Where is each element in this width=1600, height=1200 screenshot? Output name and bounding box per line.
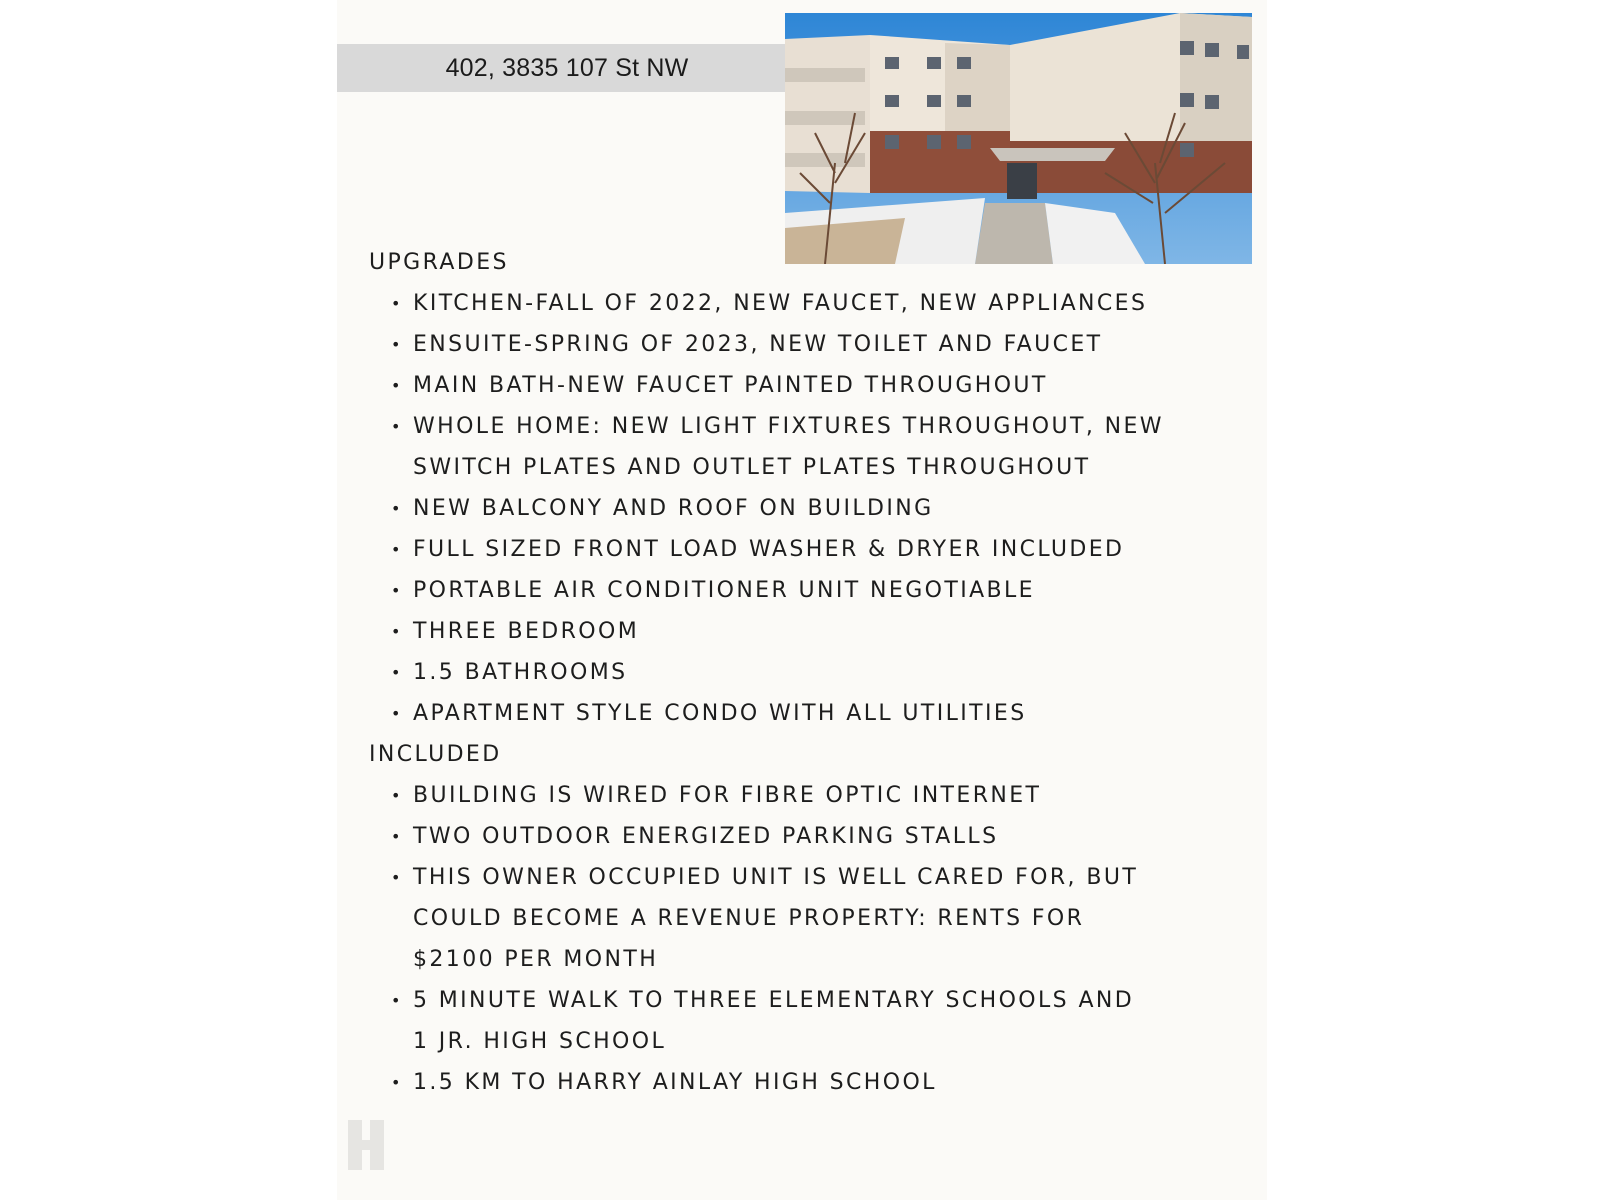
logo-icon (340, 1110, 400, 1180)
list-item: • 1.5 KM TO HARRY AINLAY HIGH SCHOOL (391, 1070, 937, 1095)
building-photo (785, 13, 1252, 264)
listing-details (369, 242, 1259, 1103)
list-item: • KITCHEN-FALL OF 2022, NEW FAUCET, NEW APPLIANCES (391, 291, 1148, 316)
listing-address: 402, 3835 107 St NW (445, 54, 689, 82)
list-item: • APARTMENT STYLE CONDO WITH ALL UTILITIES (391, 701, 1027, 726)
list-item: • 1.5 BATHROOMS (391, 660, 628, 685)
list-item: • THIS OWNER OCCUPIED UNIT IS WELL CARED FOR, BUT COULD BECOME A REVENUE PROPERTY: RENTS FOR $2100 PER MONTH (391, 865, 1139, 972)
included-list (369, 775, 1259, 1103)
list-item: • THREE BEDROOM (391, 619, 640, 644)
watermark-logo (340, 1110, 400, 1180)
upgrades-list (369, 283, 1259, 734)
included-heading: INCLUDED (369, 742, 502, 767)
list-item: • WHOLE HOME: NEW LIGHT FIXTURES THROUGHOUT, NEW SWITCH PLATES AND OUTLET PLATES THROUGHOUT (391, 414, 1164, 480)
list-item: • BUILDING IS WIRED FOR FIBRE OPTIC INTERNET (391, 783, 1042, 808)
upgrades-heading: UPGRADES (369, 250, 509, 275)
list-item: • MAIN BATH-NEW FAUCET PAINTED THROUGHOUT (391, 373, 1048, 398)
list-item: • 5 MINUTE WALK TO THREE ELEMENTARY SCHOOLS AND 1 JR. HIGH SCHOOL (391, 988, 1135, 1054)
building-photo-icon (785, 13, 1252, 264)
list-item: • NEW BALCONY AND ROOF ON BUILDING (391, 496, 934, 521)
list-item: • TWO OUTDOOR ENERGIZED PARKING STALLS (391, 824, 999, 849)
list-item: • FULL SIZED FRONT LOAD WASHER & DRYER INCLUDED (391, 537, 1125, 562)
list-item: • ENSUITE-SPRING OF 2023, NEW TOILET AND FAUCET (391, 332, 1103, 357)
list-item: • PORTABLE AIR CONDITIONER UNIT NEGOTIABLE (391, 578, 1035, 603)
